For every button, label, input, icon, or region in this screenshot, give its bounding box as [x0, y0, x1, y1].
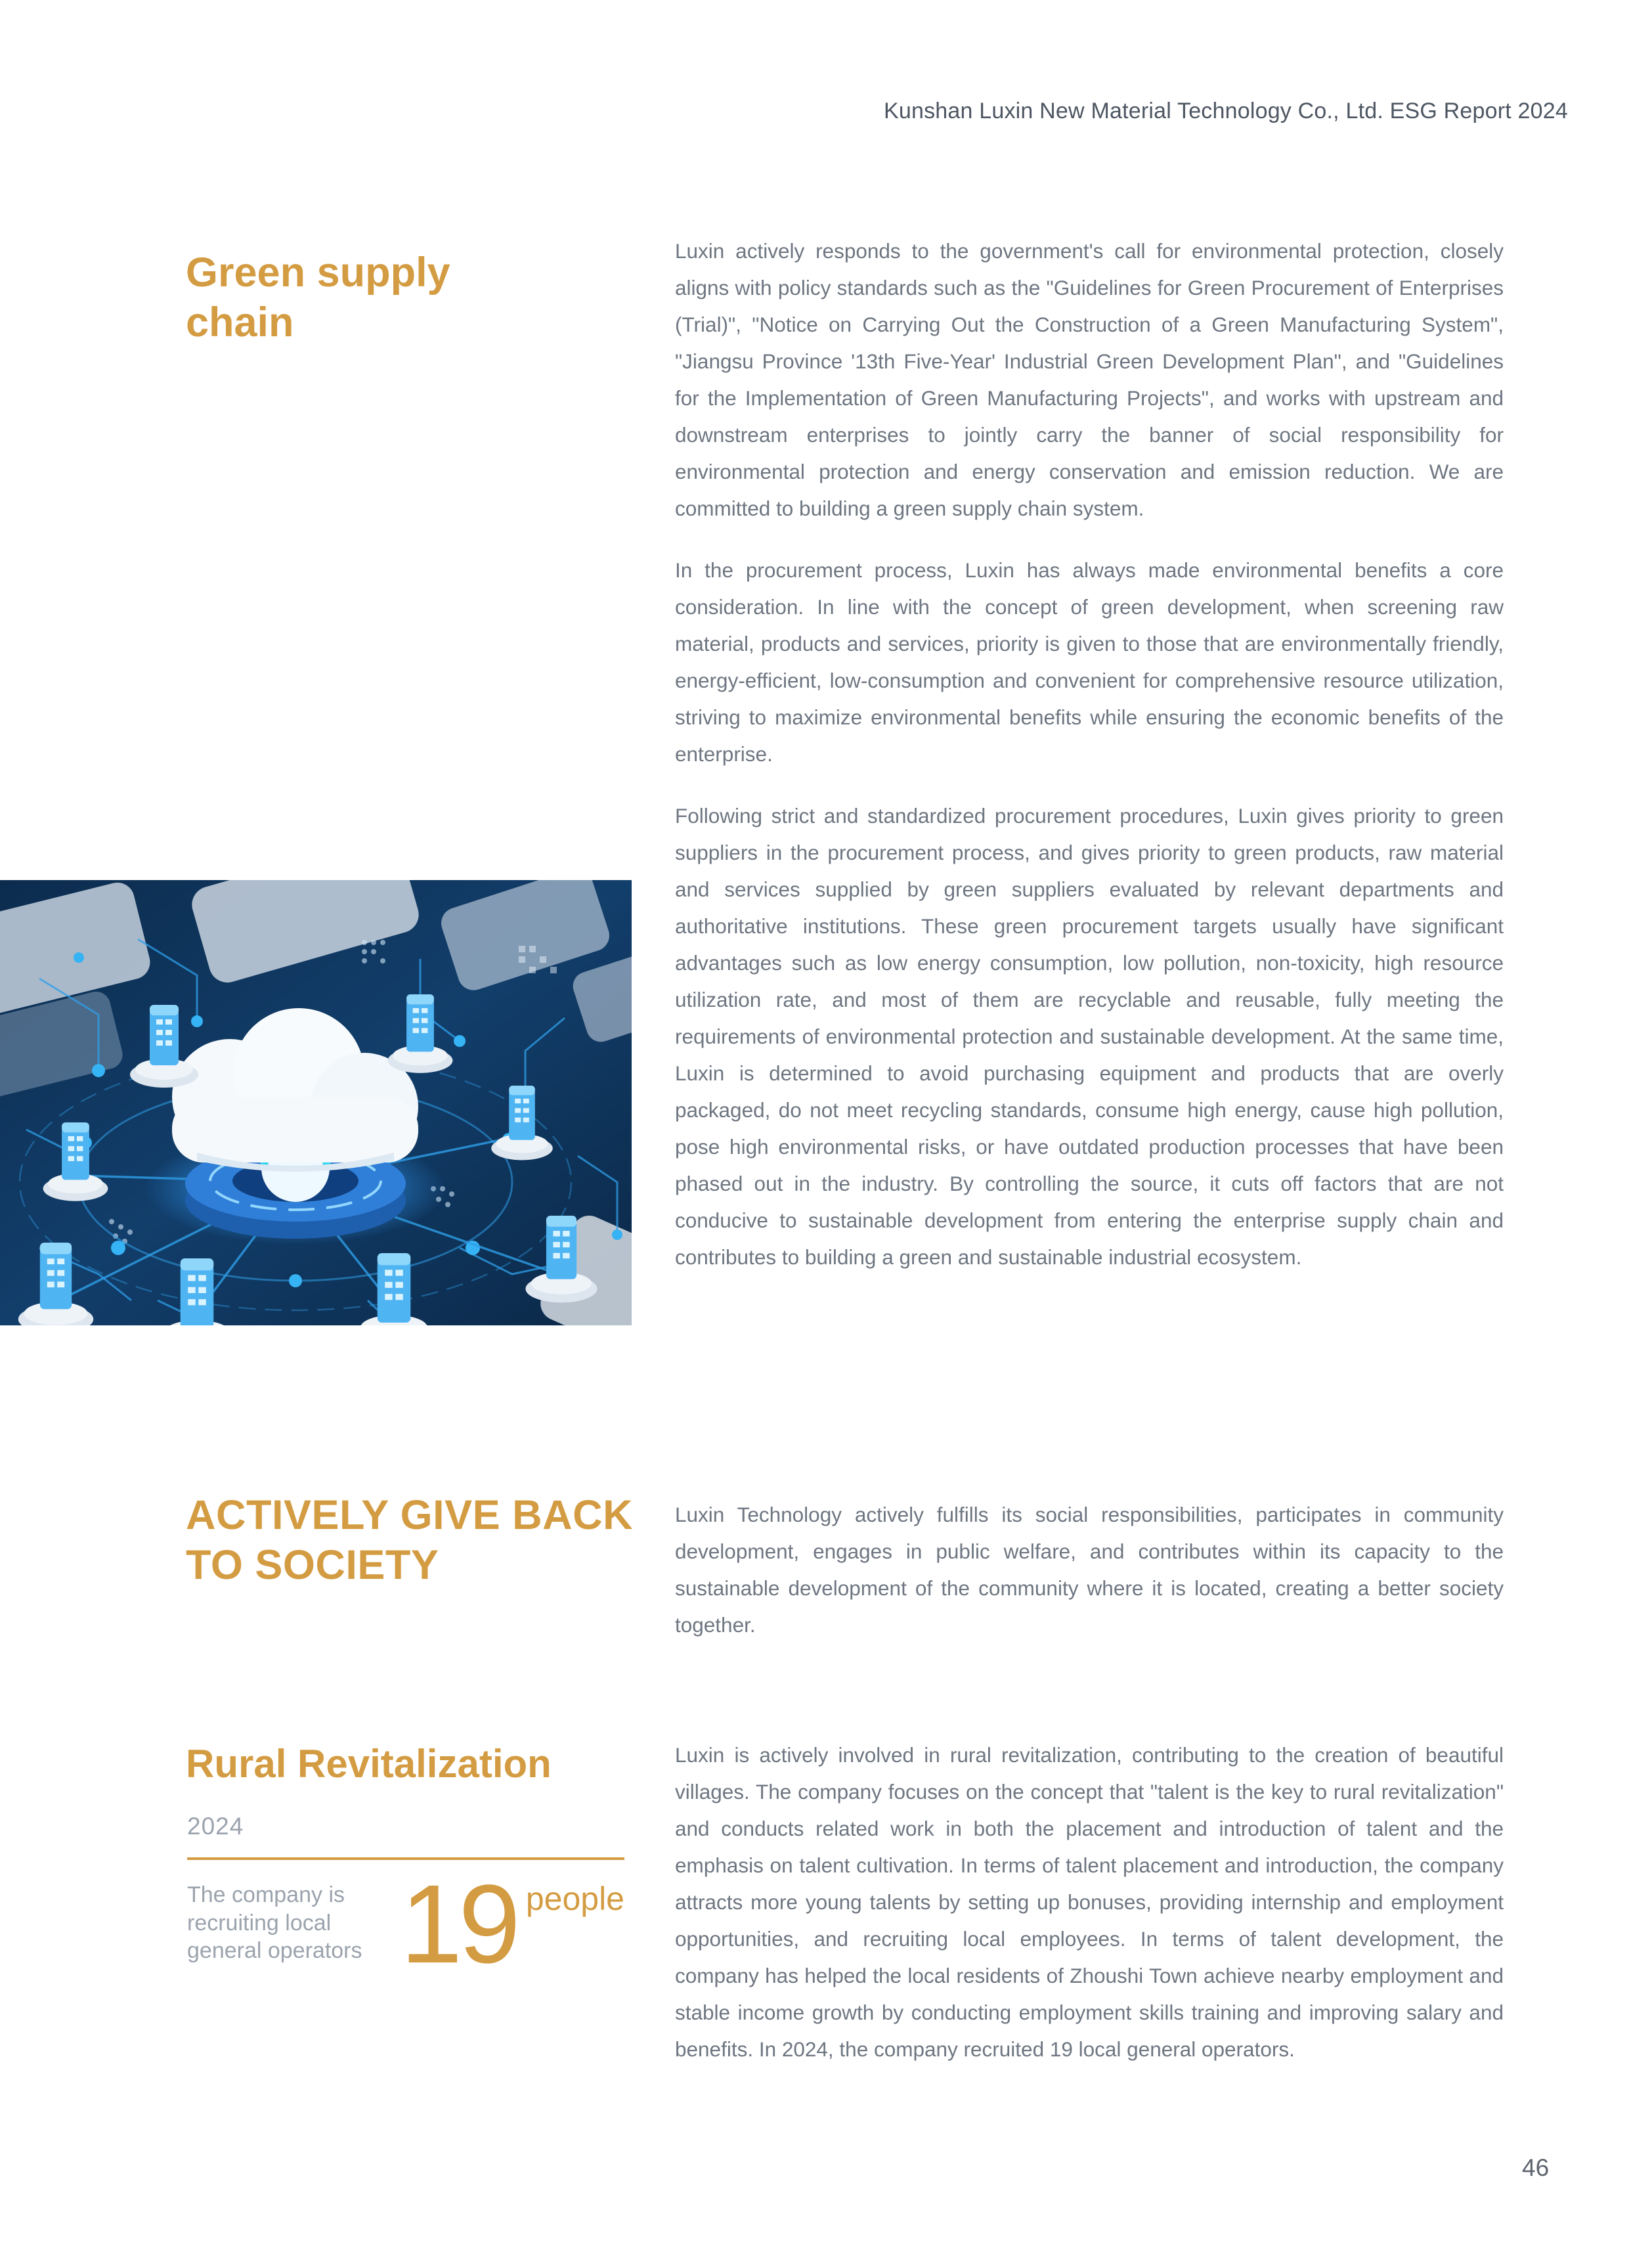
cloud-network-illustration — [0, 880, 632, 1325]
rural-stat-block — [187, 1813, 624, 1987]
stat-label: The company is recruiting local general operators — [187, 1882, 362, 1963]
paragraph-green-3: Following strict and standardized procurement procedures, Luxin gives priority to green suppliers in the procurement process, and gives priority to green products, raw material and services supplied by green suppliers evaluated by relevant departments and authoritative institutions. These green procurement targets usually have significant advantages such as low energy consumption, low pollution, non-toxicity, high resource utilization rate, and most of them are recyclable and reusable, fully meeting the requirements of environmental protection and sustainable development. At the same time, Luxin is determined to avoid purchasing equipment and products that are overly packaged, do not meet recycling standards, consume high energy, cause high pollution, pose high environmental risks, or have outdated production processes that have been phased out in the industry. By controlling the source, it cuts off factors that are not conducive to sustainable development from entering the enterprise supply chain and contributes to building a green and sustainable industrial ecosystem. — [675, 804, 1504, 1269]
stat-year: 2024 — [187, 1813, 244, 1840]
section-heading-rural-revitalization: Rural Revitalization — [186, 1741, 552, 1786]
page-number: 46 — [1522, 2154, 1550, 2181]
stat-divider — [187, 1857, 624, 1860]
stat-unit: people — [525, 1880, 624, 1917]
stat-value: 19 — [400, 1862, 517, 1987]
give-back-text-column — [675, 1475, 1504, 1643]
stat-row — [187, 1862, 624, 1987]
section-heading-green-supply-chain: Green supply chain — [186, 250, 450, 345]
report-header-title: Kunshan Luxin New Material Technology Co., Ltd. ESG Report 2024 — [883, 99, 1568, 123]
paragraph-give-back: Luxin Technology actively fulfills its social responsibilities, participates in community development, engages in public welfare, and contributes within its capacity to the sustainable development of the community where it is located, creating a better society together. — [675, 1502, 1504, 1637]
paragraph-rural: Luxin is actively involved in rural revitalization, contributing to the creation of beautiful villages. The company focuses on the concept that "talent is the key to rural revitalization" and conducts related work in both the placement and introduction of talent and the emphasis on talent cultivation. In terms of talent placement and introduction, the company attracts more young talents by setting up bonuses, providing internship and employment opportunities, and recruiting local employees. In terms of talent development, the company has helped the local residents of Zhoushi Town achieve nearby employment and stable income growth by conducting employment skills training and improving salary and benefits. In 2024, the company recruited 19 local general operators. — [675, 1742, 1504, 2061]
rural-text-column — [675, 1716, 1504, 2068]
green-supply-chain-text-column — [675, 232, 1504, 1275]
section-heading-give-back: ACTIVELY GIVE BACK TO SOCIETY — [186, 1492, 634, 1588]
paragraph-green-1: Luxin actively responds to the government's call for environmental protection, closely aligns with policy standards such as the "Guidelines for Green Procurement of Enterprises (Trial)", "Notice on Carrying Out the Construction of a Green Manufacturing System", "Jiangsu Province '13th Five-Year' Industrial Green Development Plan", and "Guidelines for the Implementation of Green Manufacturing Projects", and works with upstream and downstream enterprises to jointly carry the banner of social responsibility for environmental protection and energy conservation and emission reduction. We are committed to building a green supply chain system. — [675, 239, 1504, 520]
paragraph-green-2: In the procurement process, Luxin has always made environmental benefits a core consideration. In line with the concept of green development, when screening raw material, products and services, priority is given to those that are environmentally friendly, energy-efficient, low-consumption and convenient for comprehensive resource utilization, striving to maximize environmental benefits while ensuring the economic benefits of the enterprise. — [675, 558, 1504, 766]
cloud-network-svg — [0, 880, 632, 1325]
